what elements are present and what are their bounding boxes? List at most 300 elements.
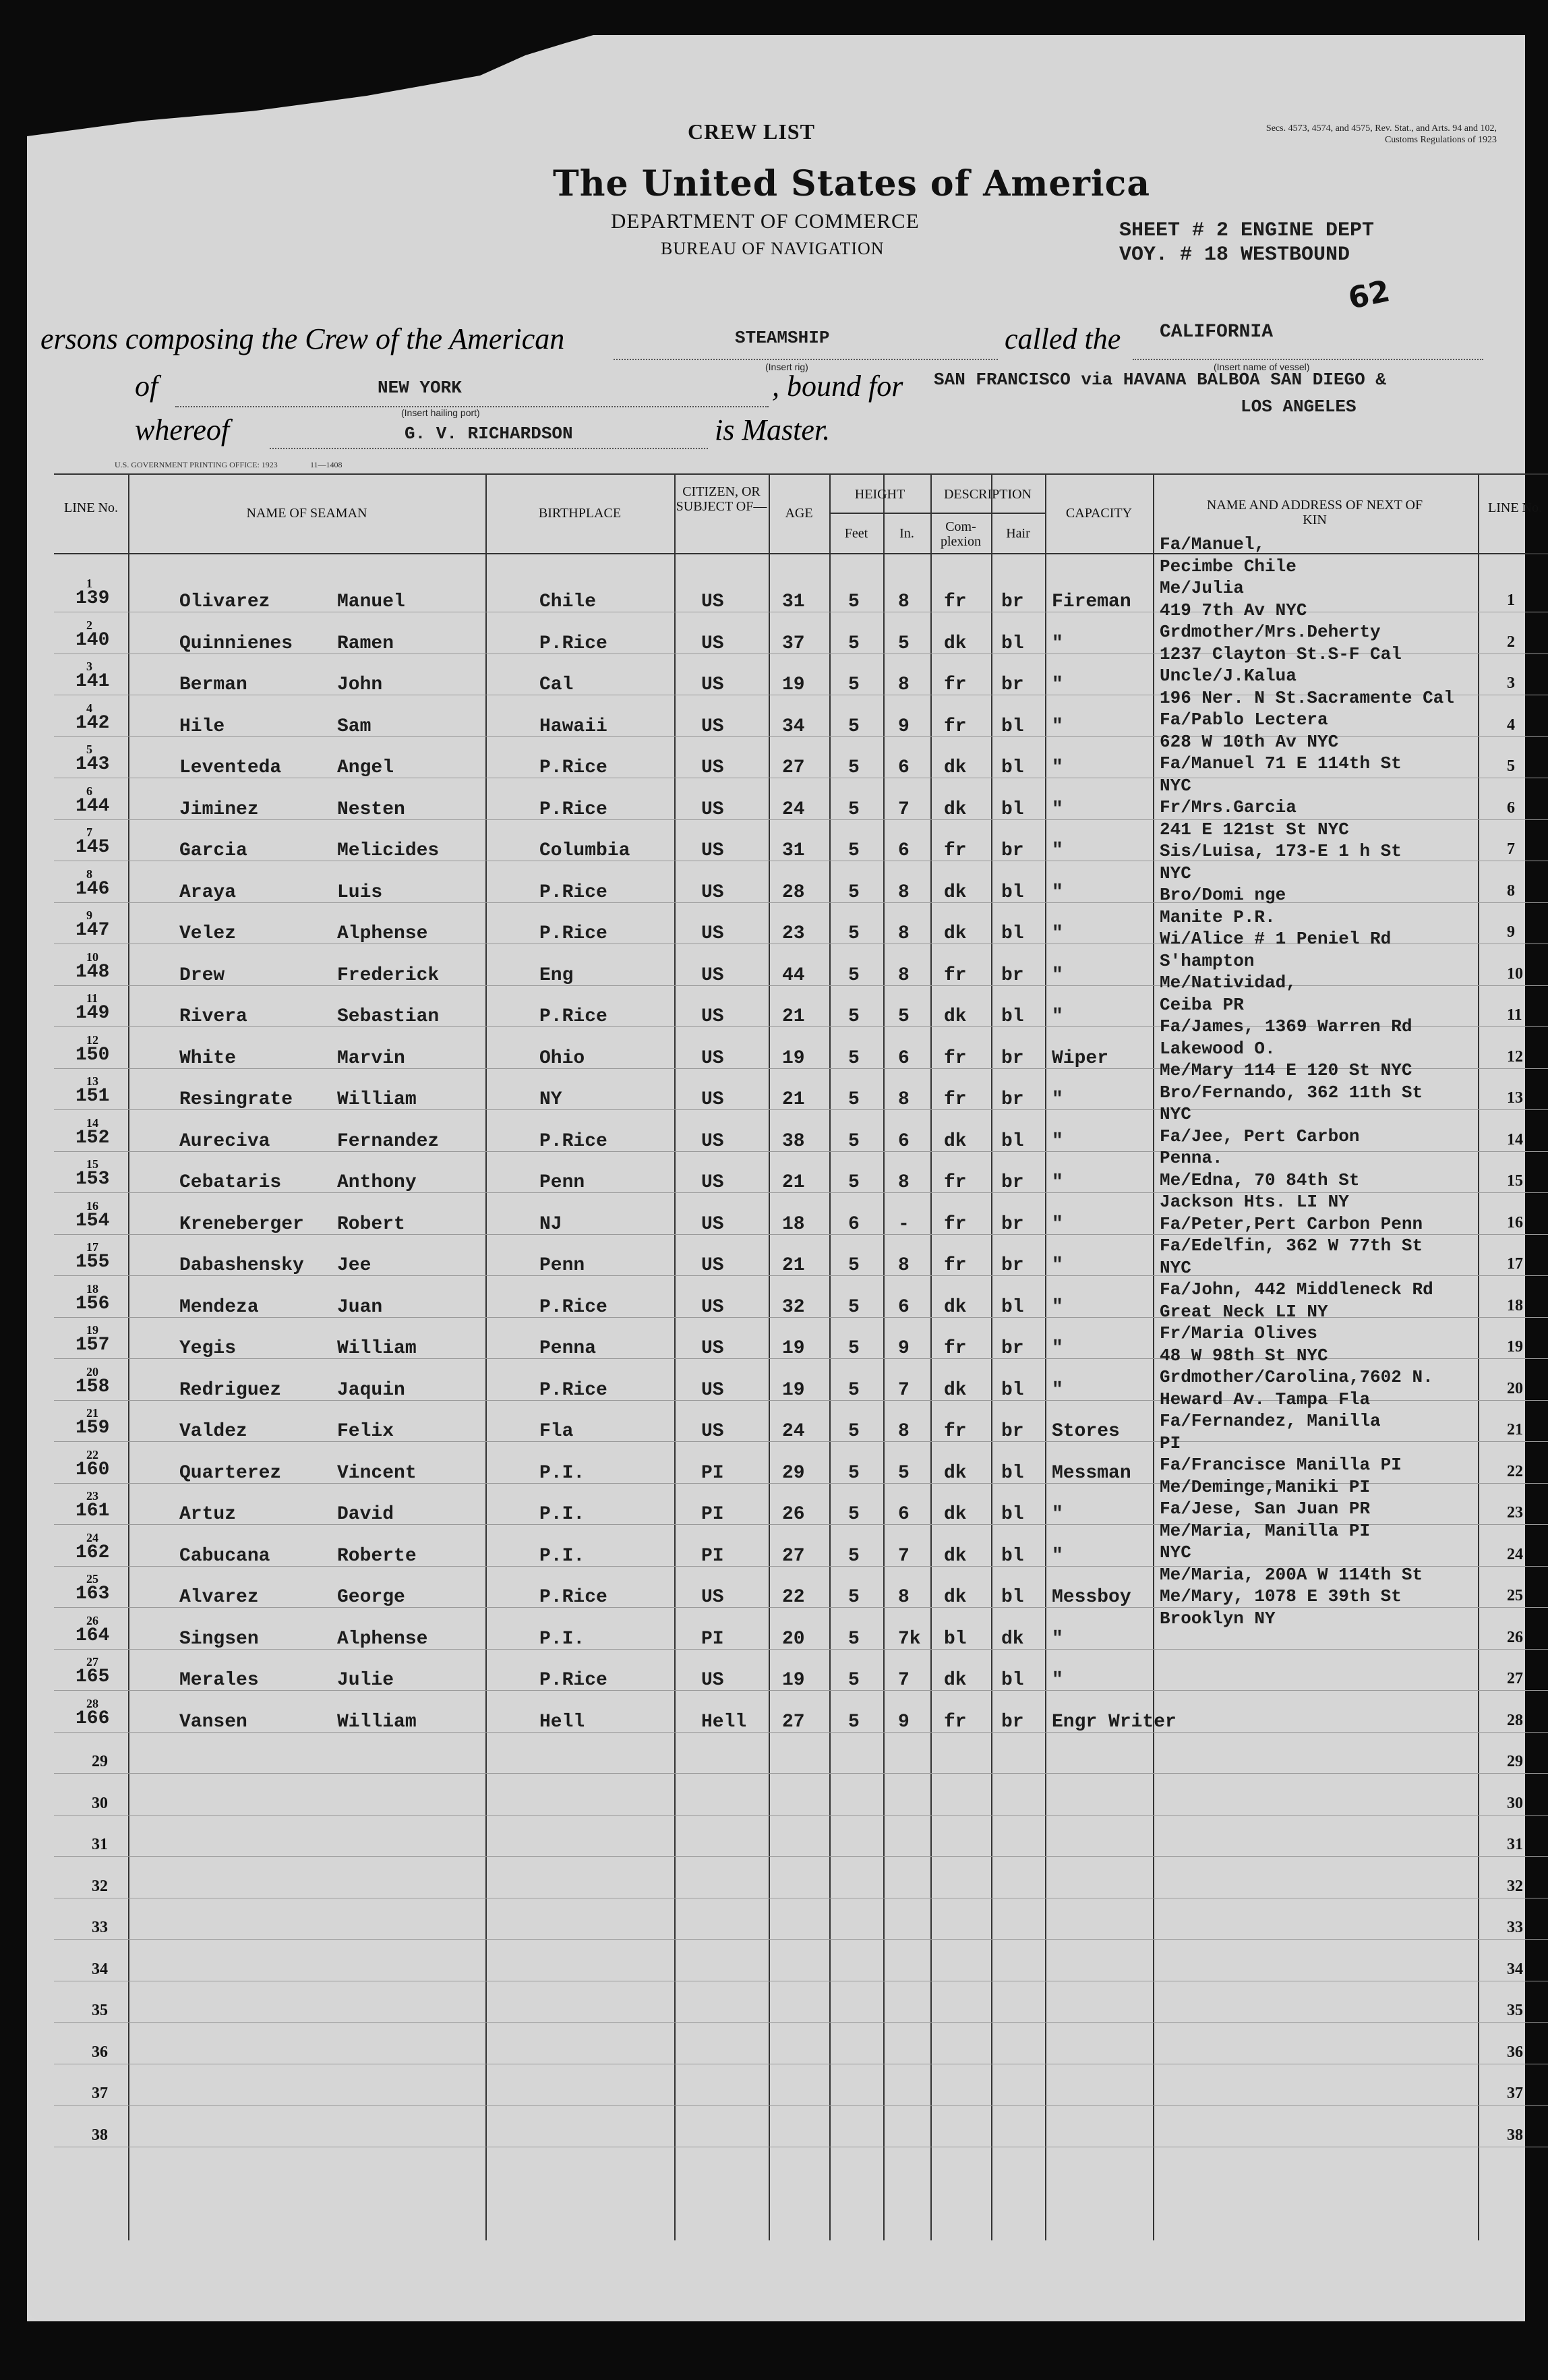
height-inches: 6: [898, 757, 910, 778]
crew-list-document: [27, 35, 1542, 2321]
row-line-number: 8: [86, 867, 92, 881]
birthplace: Hell: [539, 1711, 585, 1733]
capacity: ": [1052, 1172, 1063, 1193]
birthplace: Fla: [539, 1421, 574, 1442]
seaman-given-name: Sebastian: [337, 1006, 440, 1027]
citizenship: US: [701, 1089, 724, 1110]
row-line-number: 31: [92, 1836, 108, 1853]
next-of-kin-line: Grdmother/Carolina,7602 N.: [1160, 1367, 1433, 1387]
hair: bl: [1001, 799, 1024, 820]
master-name: G. V. RICHARDSON: [405, 424, 573, 444]
seaman-surname: Dabashensky: [179, 1255, 304, 1276]
row-line-number-right: 9: [1507, 923, 1515, 941]
seaman-surname: Yegis: [179, 1338, 237, 1359]
next-of-kin-line: Fa/Jese, San Juan PR: [1160, 1499, 1371, 1519]
next-of-kin-line: Fa/James, 1369 Warren Rd: [1160, 1016, 1412, 1037]
capacity: ": [1052, 1255, 1063, 1276]
seaman-surname: Kreneberger: [179, 1213, 304, 1235]
seaman-surname: Araya: [179, 881, 237, 903]
header-hair: Hair: [1006, 526, 1030, 541]
seaman-given-name: Fernandez: [337, 1130, 440, 1152]
row-rule: [54, 2022, 1548, 2023]
row-rule: [54, 1773, 1548, 1774]
complexion: dk: [944, 1462, 967, 1484]
col-divider: [1045, 473, 1046, 2240]
seaman-surname: Alvarez: [179, 1587, 259, 1608]
row-serial-number: 142: [76, 712, 110, 734]
height-inches: 8: [898, 1587, 910, 1608]
hair: bl: [1001, 923, 1024, 944]
birthplace: NY: [539, 1089, 562, 1110]
row-line-number: 9: [86, 908, 92, 922]
birthplace: P.Rice: [539, 633, 607, 654]
next-of-kin-line: Heward Av. Tampa Fla: [1160, 1389, 1371, 1410]
seaman-surname: Rivera: [179, 1006, 247, 1027]
row-line-number: 35: [92, 2002, 108, 2019]
age: 44: [782, 964, 805, 986]
row-line-number: 33: [92, 1919, 108, 1936]
destination-line-1: SAN FRANCISCO via HAVANA BALBOA SAN DIEGO &: [934, 370, 1386, 390]
row-serial-number: 146: [76, 878, 110, 900]
hair: bl: [1001, 1296, 1024, 1318]
age: 26: [782, 1504, 805, 1525]
row-line-number-right: 10: [1507, 964, 1523, 983]
height-feet: 5: [848, 1255, 860, 1276]
complexion: dk: [944, 881, 967, 903]
birthplace: Cal: [539, 674, 574, 695]
whereof-label: whereof: [135, 413, 230, 446]
home-port-hint: (Insert hailing port): [401, 407, 480, 418]
birthplace: P.I.: [539, 1462, 585, 1484]
birthplace: P.Rice: [539, 1379, 607, 1401]
height-inches: 8: [898, 881, 910, 903]
birthplace: Eng: [539, 964, 574, 986]
citizenship: US: [701, 1172, 724, 1193]
complexion: fr: [944, 1089, 967, 1110]
row-serial-number: 140: [76, 629, 110, 651]
hair: bl: [1001, 1545, 1024, 1567]
row-line-number-right: 1: [1507, 591, 1515, 609]
row-line-number-right: 8: [1507, 881, 1515, 900]
capacity: ": [1052, 1213, 1063, 1235]
row-line-number: 36: [92, 2043, 108, 2061]
height-feet: 6: [848, 1213, 860, 1235]
row-line-number-right: 23: [1507, 1504, 1523, 1521]
row-line-number-right: 14: [1507, 1130, 1523, 1149]
row-serial-number: 157: [76, 1335, 110, 1356]
form-title: CREW LIST: [688, 119, 815, 144]
header-line-no-right: LINE No.: [1488, 500, 1542, 515]
row-line-number-right: 5: [1507, 757, 1515, 775]
country-heading: The United States of America: [553, 163, 1151, 204]
next-of-kin-line: Me/Deminge,Maniki PI: [1160, 1476, 1371, 1497]
next-of-kin-line: Fr/Maria Olives: [1160, 1323, 1318, 1343]
statutes-note: Secs. 4573, 4574, and 4575, Rev. Stat., and Arts. 94 and 102, Customs Regulations of 1923: [1266, 123, 1497, 145]
height-feet: 5: [848, 881, 860, 903]
sheet-line-2: VOY. # 18 WESTBOUND: [1119, 243, 1350, 266]
height-inches: 5: [898, 633, 910, 654]
height-inches: 9: [898, 716, 910, 737]
height-inches: 7: [898, 1670, 910, 1691]
row-line-number-right: 32: [1507, 1877, 1523, 1895]
next-of-kin-line: Fa/Peter,Pert Carbon Penn: [1160, 1213, 1423, 1234]
age: 23: [782, 923, 805, 944]
capacity: ": [1052, 881, 1063, 903]
header-inches: In.: [899, 526, 914, 541]
age: 31: [782, 840, 805, 861]
seaman-given-name: William: [337, 1089, 417, 1110]
height-inches: 7k: [898, 1628, 921, 1650]
row-line-number: 34: [92, 1960, 108, 1978]
row-line-number: 5: [86, 743, 92, 756]
citizenship: PI: [701, 1504, 724, 1525]
seaman-surname: Jiminez: [179, 799, 259, 820]
next-of-kin-line: Penna.: [1160, 1148, 1223, 1168]
row-line-number: 3: [86, 660, 92, 673]
hair: bl: [1001, 1462, 1024, 1484]
age: 18: [782, 1213, 805, 1235]
hair: bl: [1001, 1130, 1024, 1152]
header-line-no: LINE No.: [64, 500, 118, 515]
capacity: ": [1052, 716, 1063, 737]
age: 29: [782, 1462, 805, 1484]
capacity: Stores: [1052, 1421, 1120, 1442]
height-feet: 5: [848, 633, 860, 654]
complexion: fr: [944, 1338, 967, 1359]
complexion: fr: [944, 1172, 967, 1193]
birthplace: Hawaii: [539, 716, 607, 737]
birthplace: P.Rice: [539, 1006, 607, 1027]
height-feet: 5: [848, 1462, 860, 1484]
row-line-number-right: 7: [1507, 840, 1515, 858]
height-feet: 5: [848, 1172, 860, 1193]
height-inches: 9: [898, 1711, 910, 1733]
next-of-kin-line: NYC: [1160, 1542, 1191, 1563]
row-line-number: 11: [86, 991, 98, 1005]
seaman-surname: Redriguez: [179, 1379, 282, 1401]
next-of-kin-line: NYC: [1160, 1104, 1191, 1124]
seaman-given-name: Felix: [337, 1421, 394, 1442]
height-feet: 5: [848, 1628, 860, 1650]
subheader-rule: [829, 513, 1045, 514]
next-of-kin-line: PI: [1160, 1432, 1181, 1453]
header-height: HEIGHT: [854, 487, 905, 502]
next-of-kin-line: Uncle/J.Kalua: [1160, 666, 1297, 686]
row-serial-number: 145: [76, 837, 110, 858]
hair: bl: [1001, 881, 1024, 903]
row-line-number: 28: [86, 1696, 98, 1710]
complexion: fr: [944, 1255, 967, 1276]
row-line-number: 20: [86, 1364, 98, 1378]
citizenship: US: [701, 1047, 724, 1069]
row-line-number: 25: [86, 1572, 98, 1586]
capacity: Messboy: [1052, 1587, 1131, 1608]
citizenship: PI: [701, 1462, 724, 1484]
seaman-given-name: Ramen: [337, 633, 394, 654]
header-citizen: CITIZEN, OR SUBJECT OF—: [676, 484, 767, 514]
seaman-surname: White: [179, 1047, 237, 1069]
row-line-number: 29: [92, 1753, 108, 1770]
row-line-number-right: 27: [1507, 1670, 1523, 1687]
capacity: ": [1052, 674, 1063, 695]
height-feet: 5: [848, 757, 860, 778]
vessel-name-line: [1133, 359, 1483, 360]
row-line-number-right: 17: [1507, 1255, 1523, 1273]
birthplace: Columbia: [539, 840, 630, 861]
citizenship: US: [701, 964, 724, 986]
row-line-number-right: 26: [1507, 1628, 1523, 1646]
vessel-name: CALIFORNIA: [1160, 322, 1274, 343]
birthplace: P.Rice: [539, 923, 607, 944]
citizenship: US: [701, 923, 724, 944]
capacity: ": [1052, 964, 1063, 986]
row-line-number-right: 13: [1507, 1089, 1523, 1107]
citizenship: US: [701, 1296, 724, 1318]
header-kin: NAME AND ADDRESS OF NEXT OF KIN: [1206, 498, 1423, 527]
complexion: fr: [944, 1213, 967, 1235]
birthplace: P.Rice: [539, 1587, 607, 1608]
capacity: ": [1052, 1006, 1063, 1027]
row-line-number: 27: [86, 1655, 98, 1668]
height-inches: 7: [898, 799, 910, 820]
height-feet: 5: [848, 1421, 860, 1442]
department-heading: DEPARTMENT OF COMMERCE: [611, 209, 920, 233]
birthplace: P.I.: [539, 1504, 585, 1525]
row-line-number: 4: [86, 701, 92, 715]
sheet-line-1: SHEET # 2 ENGINE DEPT: [1119, 219, 1375, 242]
citizenship: US: [701, 716, 724, 737]
capacity: Fireman: [1052, 591, 1131, 612]
next-of-kin-line: Me/Mary, 1078 E 39th St: [1160, 1586, 1402, 1606]
height-feet: 5: [848, 1504, 860, 1525]
next-of-kin-line: Fa/Francisce Manilla PI: [1160, 1455, 1402, 1475]
seaman-given-name: Alphense: [337, 923, 428, 944]
seaman-surname: Aureciva: [179, 1130, 270, 1152]
row-line-number-right: 30: [1507, 1794, 1523, 1812]
row-line-number: 2: [86, 618, 92, 632]
hair: bl: [1001, 633, 1024, 654]
row-rule: [54, 1939, 1548, 1940]
next-of-kin-line: 628 W 10th Av NYC: [1160, 731, 1339, 752]
hair: bl: [1001, 1670, 1024, 1691]
seaman-surname: Garcia: [179, 840, 247, 861]
birthplace: Penn: [539, 1255, 585, 1276]
seaman-given-name: Robert: [337, 1213, 405, 1235]
row-serial-number: 164: [76, 1625, 110, 1646]
hair: bl: [1001, 1587, 1024, 1608]
col-divider: [991, 473, 992, 2240]
seaman-surname: Olivarez: [179, 591, 270, 612]
age: 34: [782, 716, 805, 737]
height-inches: 6: [898, 1504, 910, 1525]
height-inches: 8: [898, 674, 910, 695]
next-of-kin-line: Me/Mary 114 E 120 St NYC: [1160, 1060, 1412, 1080]
height-inches: 6: [898, 1047, 910, 1069]
height-feet: 5: [848, 1379, 860, 1401]
seaman-surname: Cabucana: [179, 1545, 270, 1567]
seaman-given-name: Alphense: [337, 1628, 428, 1650]
capacity: ": [1052, 923, 1063, 944]
row-serial-number: 162: [76, 1542, 110, 1563]
hair: br: [1001, 674, 1024, 695]
height-inches: 8: [898, 1089, 910, 1110]
row-serial-number: 144: [76, 795, 110, 817]
hair: bl: [1001, 757, 1024, 778]
complexion: fr: [944, 1047, 967, 1069]
row-line-number: 10: [86, 950, 98, 964]
hair: br: [1001, 964, 1024, 986]
height-inches: 8: [898, 1255, 910, 1276]
citizenship: US: [701, 591, 724, 612]
row-line-number: 18: [86, 1281, 98, 1296]
complexion: dk: [944, 1006, 967, 1027]
hair: bl: [1001, 1006, 1024, 1027]
capacity: ": [1052, 1296, 1063, 1318]
height-feet: 5: [848, 840, 860, 861]
destination-line-2: LOS ANGELES: [1241, 397, 1357, 417]
seaman-surname: Artuz: [179, 1504, 237, 1525]
seaman-given-name: Roberte: [337, 1545, 417, 1567]
row-serial-number: 154: [76, 1210, 110, 1231]
height-feet: 5: [848, 964, 860, 986]
seaman-given-name: Jaquin: [337, 1379, 405, 1401]
row-line-number: 24: [86, 1530, 98, 1544]
row-line-number: 38: [92, 2126, 108, 2144]
height-feet: 5: [848, 1338, 860, 1359]
height-inches: 9: [898, 1338, 910, 1359]
citizenship: US: [701, 840, 724, 861]
bound-for-label: , bound for: [772, 370, 903, 403]
row-serial-number: 148: [76, 961, 110, 983]
height-feet: 5: [848, 674, 860, 695]
row-serial-number: 163: [76, 1584, 110, 1604]
next-of-kin-line: Me/Edna, 70 84th St: [1160, 1169, 1360, 1190]
table-top-rule: [54, 473, 1548, 475]
next-of-kin-line: Fa/Pablo Lectera: [1160, 709, 1328, 730]
row-rule: [54, 2105, 1548, 2106]
next-of-kin-line: 48 W 98th St NYC: [1160, 1345, 1328, 1366]
height-inches: 8: [898, 923, 910, 944]
row-line-number-right: 4: [1507, 716, 1515, 734]
seaman-given-name: William: [337, 1338, 417, 1359]
row-line-number-right: 21: [1507, 1421, 1523, 1439]
row-line-number-right: 24: [1507, 1545, 1523, 1563]
row-serial-number: 141: [76, 671, 110, 692]
header-birthplace: BIRTHPLACE: [538, 506, 622, 521]
header-feet: Feet: [844, 526, 868, 541]
complexion: fr: [944, 1711, 967, 1733]
capacity: ": [1052, 1130, 1063, 1152]
row-line-number: 32: [92, 1877, 108, 1895]
seaman-given-name: Marvin: [337, 1047, 405, 1069]
hair: br: [1001, 1338, 1024, 1359]
complexion: fr: [944, 964, 967, 986]
page-number: 62: [1345, 274, 1393, 316]
birthplace: Penna: [539, 1338, 597, 1359]
seaman-given-name: Nesten: [337, 799, 405, 820]
header-description: DESCRIPTION: [943, 487, 1032, 502]
complexion: fr: [944, 840, 967, 861]
col-divider: [829, 473, 831, 2240]
row-line-number-right: 11: [1507, 1006, 1522, 1024]
row-line-number-right: 12: [1507, 1047, 1523, 1066]
citizenship: US: [701, 1670, 724, 1691]
seaman-surname: Leventeda: [179, 757, 282, 778]
seaman-surname: Quarterez: [179, 1462, 282, 1484]
hair: br: [1001, 1047, 1024, 1069]
row-serial-number: 151: [76, 1086, 110, 1107]
row-line-number: 19: [86, 1323, 98, 1337]
height-feet: 5: [848, 799, 860, 820]
age: 31: [782, 591, 805, 612]
row-line-number-right: 28: [1507, 1711, 1523, 1729]
row-serial-number: 159: [76, 1418, 110, 1439]
row-line-number: 7: [86, 825, 92, 839]
col-divider: [1478, 473, 1479, 2240]
col-divider: [883, 473, 885, 2240]
seaman-given-name: Jee: [337, 1255, 371, 1276]
complexion: fr: [944, 716, 967, 737]
capacity: ": [1052, 1379, 1063, 1401]
capacity: ": [1052, 633, 1063, 654]
birthplace: P.Rice: [539, 757, 607, 778]
row-serial-number: 139: [76, 588, 110, 609]
height-inches: 8: [898, 591, 910, 612]
age: 21: [782, 1172, 805, 1193]
row-line-number: 12: [86, 1033, 98, 1047]
row-line-number: 13: [86, 1074, 98, 1088]
height-inches: 7: [898, 1545, 910, 1567]
called-the-label: called the: [1005, 322, 1121, 355]
citizenship: US: [701, 1587, 724, 1608]
height-inches: 8: [898, 964, 910, 986]
row-line-number-right: 3: [1507, 674, 1515, 692]
next-of-kin-line: NYC: [1160, 1257, 1191, 1278]
next-of-kin-line: 241 E 121st St NYC: [1160, 819, 1349, 840]
bureau-heading: BUREAU OF NAVIGATION: [661, 239, 885, 258]
capacity: Engr Writer: [1052, 1711, 1177, 1733]
row-line-number-right: 33: [1507, 1919, 1523, 1936]
seaman-given-name: Angel: [337, 757, 394, 778]
height-feet: 5: [848, 591, 860, 612]
next-of-kin-line: Jackson Hts. LI NY: [1160, 1192, 1349, 1212]
row-line-number-right: 22: [1507, 1462, 1523, 1480]
next-of-kin-line: Fa/Manuel 71 E 114th St: [1160, 753, 1402, 774]
row-line-number: 21: [86, 1406, 98, 1420]
capacity: ": [1052, 1628, 1063, 1650]
row-serial-number: 160: [76, 1459, 110, 1480]
row-serial-number: 143: [76, 754, 110, 775]
height-inches: 6: [898, 840, 910, 861]
height-inches: -: [898, 1213, 910, 1235]
age: 21: [782, 1089, 805, 1110]
age: 28: [782, 881, 805, 903]
height-inches: 8: [898, 1421, 910, 1442]
next-of-kin-line: Grdmother/Mrs.Deherty: [1160, 622, 1381, 642]
next-of-kin-line: Ceiba PR: [1160, 994, 1244, 1015]
row-line-number: 22: [86, 1447, 98, 1461]
next-of-kin-line: Me/Maria, 200A W 114th St: [1160, 1564, 1423, 1585]
next-of-kin-line: Manite P.R.: [1160, 906, 1276, 927]
col-divider: [769, 473, 770, 2240]
hair: br: [1001, 1255, 1024, 1276]
height-feet: 5: [848, 1296, 860, 1318]
hair: br: [1001, 840, 1024, 861]
row-serial-number: 150: [76, 1044, 110, 1066]
next-of-kin-line: S'hampton: [1160, 950, 1255, 971]
citizenship: US: [701, 1255, 724, 1276]
hair: bl: [1001, 1379, 1024, 1401]
